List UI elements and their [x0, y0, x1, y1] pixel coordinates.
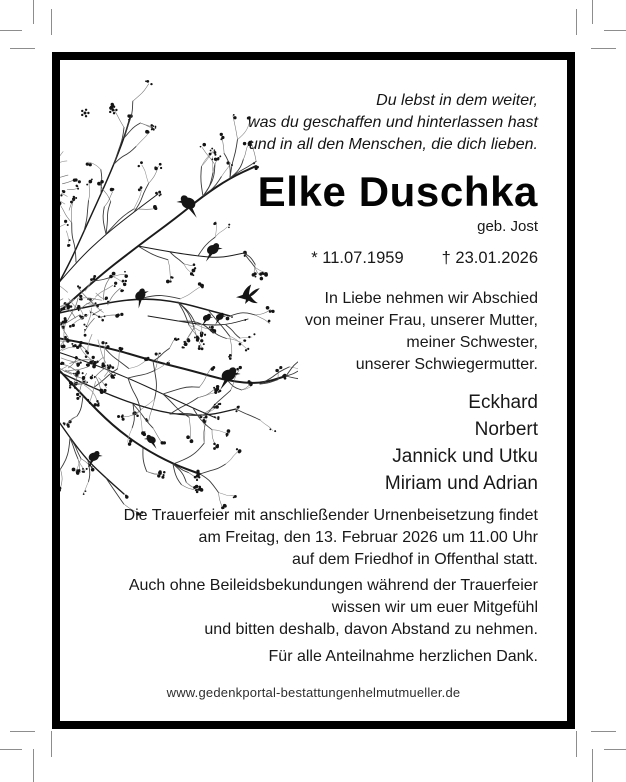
crop-mark	[604, 749, 626, 750]
service-line: Die Trauerfeier mit anschließender Urnenbeisetzung findet	[123, 507, 538, 524]
crop-mark	[592, 749, 593, 782]
mourners-list	[100, 389, 538, 497]
crop-mark	[576, 9, 577, 35]
service-line: am Freitag, den 13. Februar 2026 um 11.00 Uhr	[198, 529, 538, 546]
crop-mark	[10, 731, 35, 732]
condolence-line: und bitten deshalb, davon Abstand zu nehmen.	[204, 621, 538, 638]
crop-mark	[51, 9, 52, 35]
death-date: † 23.01.2026	[441, 249, 538, 267]
condolence-line: wissen wir um euer Mitgefühl	[331, 599, 538, 616]
mourner-name: Miriam und Adrian	[384, 473, 538, 494]
crop-mark	[604, 30, 626, 31]
crop-mark	[0, 30, 22, 31]
quote-line: und in all den Menschen, die dich lieben.	[248, 136, 538, 153]
crop-mark	[10, 48, 35, 49]
service-line: auf dem Friedhof in Offenthal statt.	[291, 551, 538, 568]
quote-line: was du geschaffen und hinterlassen hast	[248, 114, 538, 131]
condolence-line: Auch ohne Beileidsbekundungen während der Trauerfeier	[128, 577, 538, 594]
farewell-line: meiner Schwester,	[406, 334, 538, 351]
mourner-name: Jannick und Utku	[392, 446, 538, 467]
crop-mark	[33, 749, 34, 782]
memorial-website-url: www.gedenkportal-bestattungenhelmutmueller.de	[166, 685, 461, 700]
farewell-line: In Liebe nehmen wir Abschied	[324, 290, 538, 307]
crop-mark	[51, 731, 52, 757]
obituary-content	[60, 60, 567, 702]
crop-mark	[33, 0, 34, 24]
quote-line: Du lebst in dem weiter,	[376, 92, 538, 109]
obituary-notice	[52, 52, 575, 729]
crop-mark	[591, 48, 616, 49]
mourner-name: Eckhard	[468, 392, 538, 413]
mourner-name: Norbert	[474, 419, 538, 440]
farewell-text	[100, 288, 538, 376]
deceased-name: Elke Duschka	[257, 168, 538, 215]
crop-mark	[592, 0, 593, 24]
crop-mark	[576, 731, 577, 757]
thanks-note: Für alle Anteilnahme herzlichen Dank.	[268, 648, 538, 665]
maiden-name: geb. Jost	[477, 218, 538, 235]
farewell-line: unserer Schwiegermutter.	[355, 356, 538, 373]
farewell-line: von meiner Frau, unserer Mutter,	[305, 312, 538, 329]
birth-date: * 11.07.1959	[311, 249, 404, 267]
condolence-note	[100, 575, 538, 641]
crop-mark	[0, 749, 22, 750]
crop-mark	[591, 731, 616, 732]
service-info	[100, 505, 538, 571]
memorial-quote	[100, 90, 538, 156]
life-dates	[100, 247, 538, 269]
